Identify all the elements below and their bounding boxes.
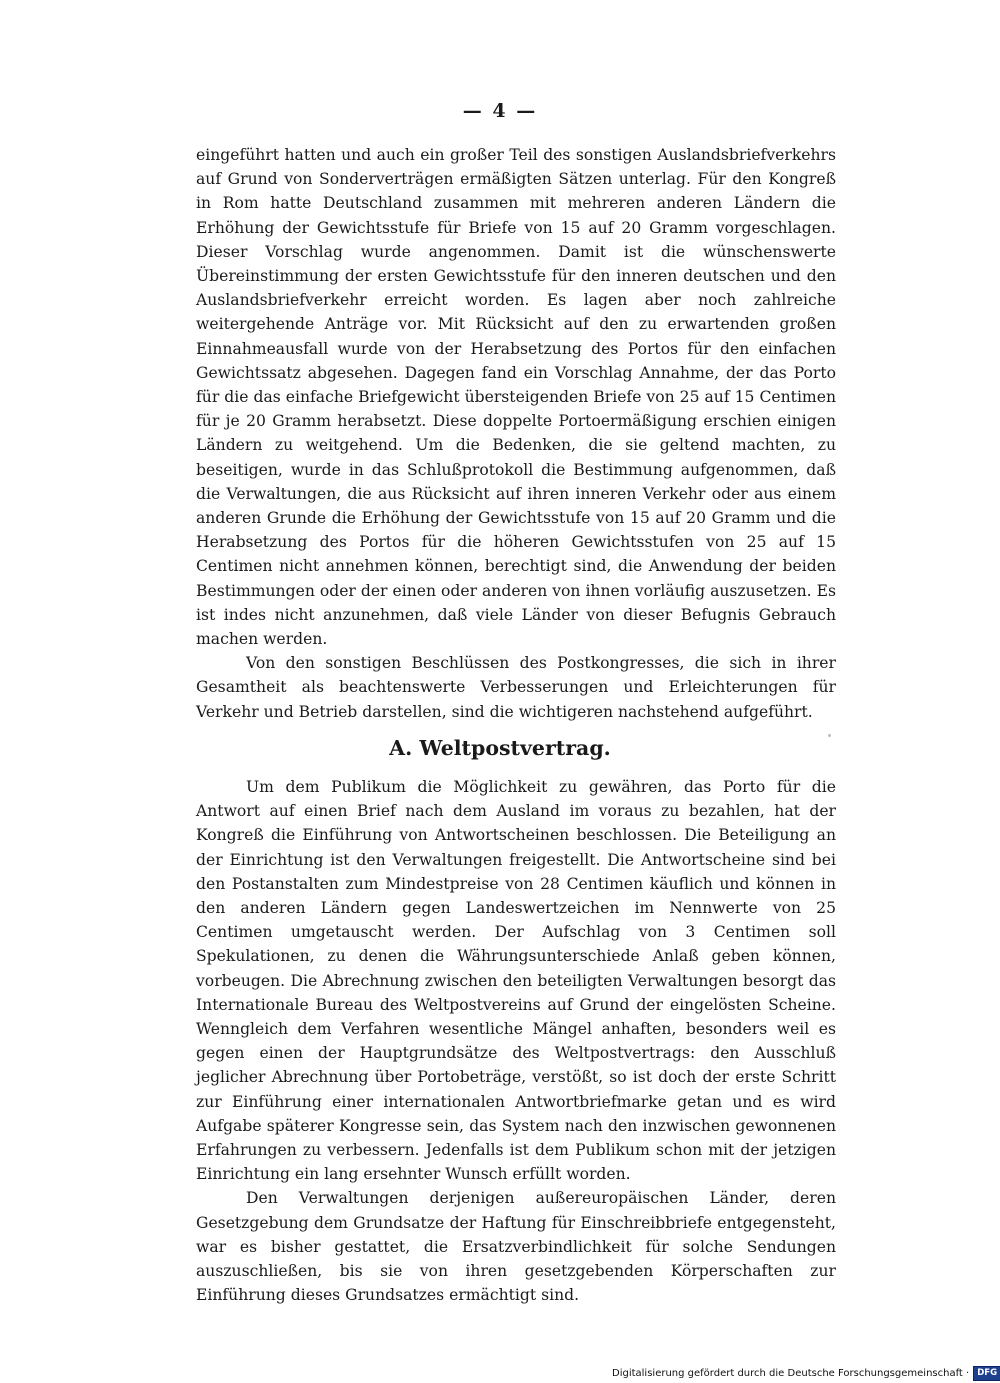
page-number: — 4 — [462, 100, 538, 122]
paragraph: Um dem Publikum die Möglichkeit zu gewähren, das Porto für die Antwort auf einen Brief nach dem Ausland im voraus zu bezahlen, hat der Kongreß die Einführung von Antwortscheinen beschlossen. Die Beteiligung an der Einrichtung ist den Verwaltungen freigestellt. Die Antwortscheine sind bei den Postanstalten zum Mindestpreise von 28 Centimen käuflich und können in den anderen Ländern gegen Landeswertzeichen im Nennwerte von 25 Centimen umgetauscht werden. Der Aufschlag von 3 Centimen soll Spekulationen, zu denen die Währungsunterschiede Anlaß geben können, vorbeugen. Die Abrechnung zwischen den beteiligten Verwaltungen besorgt das Internationale Bureau des Weltpostvereins auf Grund der eingelösten Scheine. Wenngleich dem Verfahren wesentliche Mängel anhaften, besonders weil es gegen einen der Hauptgrundsätze des Weltpostvertrags: den Ausschluß jeglicher Abrechnung über Portobeträge, verstößt, so ist doch der erste Schritt zur Einführung einer internationalen Antwortbriefmarke getan und es wird Aufgabe späterer Kongresse sein, das System nach den inzwischen gewonnenen Erfahrungen zu verbessern. Jedenfalls ist dem Publikum schon mit der jetzigen Einrichtung ein lang ersehnter Wunsch erfüllt worden. [196, 778, 836, 1184]
body-text-section [196, 775, 836, 1307]
digitization-credit [612, 1366, 1000, 1381]
body-text-intro [196, 143, 836, 724]
section-heading: A. Weltpostvertrag. [389, 736, 611, 760]
paragraph: Von den sonstigen Beschlüssen des Postkongresses, die sich in ihrer Gesamtheit als beachtenswerte Verbesserungen und Erleichterungen für Verkehr und Betrieb darstellen, sind die wichtigeren nachstehend aufgeführt. [196, 654, 836, 721]
credit-text: Digitalisierung gefördert durch die Deutsche Forschungsgemeinschaft · [612, 1368, 970, 1379]
dfg-logo-icon: DFG [973, 1366, 1000, 1381]
paragraph: Den Verwaltungen derjenigen außereuropäischen Länder, deren Gesetzgebung dem Grundsatze der Haftung für Einschreibbriefe entgegensteht, war es bisher gestattet, die Ersatzverbindlichkeit für solche Sendungen auszuschließen, bis sie von ihren gesetzgebenden Körperschaften zur Einführung dieses Grundsatzes ermächtigt sind. [196, 1189, 836, 1305]
paragraph: eingeführt hatten und auch ein großer Teil des sonstigen Auslandsbriefverkehrs auf Grund von Sonderverträgen ermäßigten Sätzen unterlag. Für den Kongreß in Rom hatte Deutschland zusammen mit mehreren anderen Ländern die Erhöhung der Gewichtsstufe für Briefe von 15 auf 20 Gramm vorgeschlagen. Dieser Vorschlag wurde angenommen. Damit ist die wünschenswerte Übereinstimmung der ersten Gewichtsstufe für den inneren deutschen und den Auslandsbriefverkehr erreicht worden. Es lagen aber noch zahlreiche weitergehende Anträge vor. Mit Rücksicht auf den zu erwartenden großen Einnahmeausfall wurde von der Herabsetzung des Portos für den einfachen Gewichtssatz abgesehen. Dagegen fand ein Vorschlag Annahme, der das Porto für die das einfache Briefgewicht übersteigenden Briefe von 25 auf 15 Centimen für je 20 Gramm herabsetzt. Diese doppelte Portoermäßigung erschien einigen Ländern zu weitgehend. Um die Bedenken, die sie geltend machten, zu beseitigen, wurde in das Schlußprotokoll die Bestimmung aufgenommen, daß die Verwaltungen, die aus Rücksicht auf ihren inneren Verkehr oder aus einem anderen Grunde die Erhöhung der Gewichtsstufe von 15 auf 20 Gramm und die Herabsetzung des Portos für die höheren Gewichtsstufen von 25 auf 15 Centimen nicht annehmen können, berechtigt sind, die Anwendung der beiden Bestimmungen oder der einen oder anderen von ihnen vorläufig auszusetzen. Es ist indes nicht anzunehmen, daß viele Länder von dieser Befugnis Gebrauch machen werden. [196, 146, 836, 649]
